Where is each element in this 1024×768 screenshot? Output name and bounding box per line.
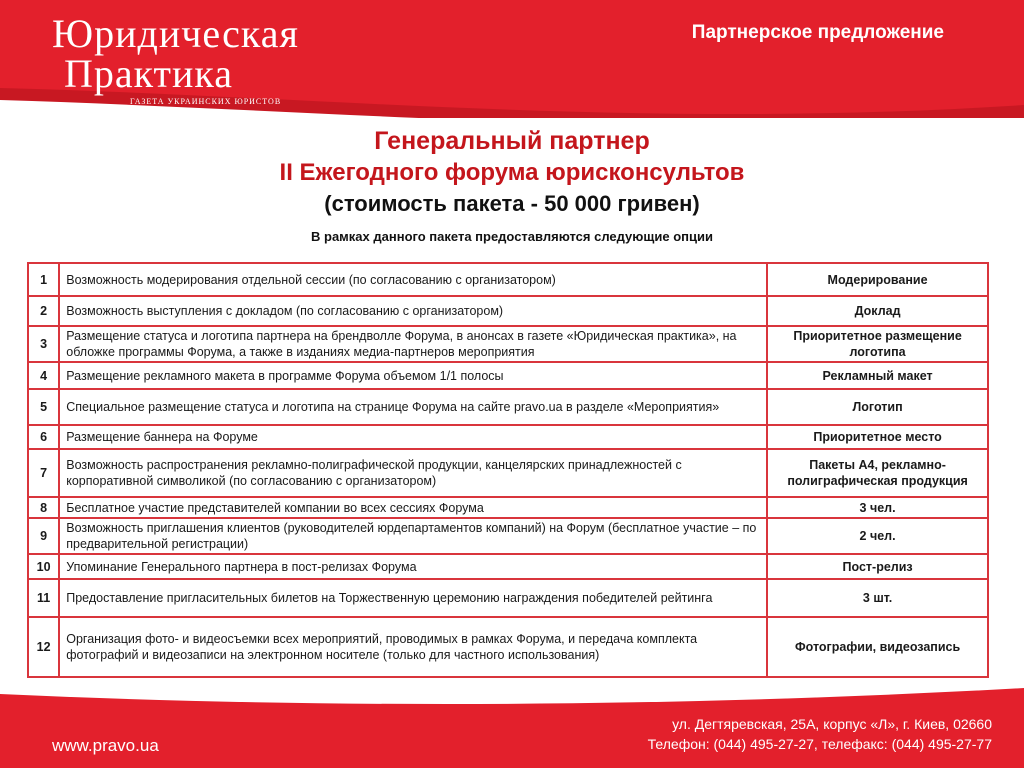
table-row	[28, 518, 988, 554]
logo	[52, 11, 299, 106]
row-number: 4	[28, 362, 59, 389]
row-number: 6	[28, 425, 59, 449]
row-option: Модерирование	[767, 263, 988, 296]
website-link[interactable]: www.pravo.ua	[52, 736, 159, 755]
row-option: Рекламный макет	[767, 362, 988, 389]
table-row	[28, 579, 988, 617]
row-number: 1	[28, 263, 59, 296]
table-row	[28, 263, 988, 296]
row-description: Бесплатное участие представителей компании во всех сессиях Форума	[59, 497, 767, 518]
title-package-intro: В рамках данного пакета предоставляются следующие опции	[311, 229, 713, 244]
title-forum: II Ежегодного форума юрисконсультов	[279, 159, 745, 186]
row-option: Фотографии, видеозапись	[767, 617, 988, 677]
row-option: 2 чел.	[767, 518, 988, 554]
table-row	[28, 554, 988, 579]
row-description: Организация фото- и видеосъемки всех мероприятий, проводимых в рамках Форума, и передача комплекта фотографий и видеозаписи на электронном носителе (только для частного использования)	[59, 617, 767, 677]
table-row	[28, 497, 988, 518]
row-description: Размещение баннера на Форуме	[59, 425, 767, 449]
table-row	[28, 362, 988, 389]
address-text: ул. Дегтяревская, 25А, корпус «Л», г. Киев, 02660	[672, 716, 992, 732]
row-option: Пост-релиз	[767, 554, 988, 579]
table-row	[28, 449, 988, 497]
footer-banner	[0, 684, 1024, 768]
row-description: Возможность выступления с докладом (по согласованию с организатором)	[59, 296, 767, 326]
row-description: Возможность модерирования отдельной сессии (по согласованию с организатором)	[59, 263, 767, 296]
row-option: Приоритетное место	[767, 425, 988, 449]
logo-title-line1: Юридическая	[52, 11, 299, 56]
header-banner	[0, 0, 1024, 118]
row-number: 2	[28, 296, 59, 326]
row-option: 3 чел.	[767, 497, 988, 518]
options-table	[27, 262, 989, 678]
row-option: Приоритетное размещение логотипа	[767, 326, 988, 362]
table-row	[28, 296, 988, 326]
row-description: Специальное размещение статуса и логотипа на странице Форума на сайте pravo.ua в разделе «Мероприятия»	[59, 389, 767, 425]
partner-offer-heading: Партнерское предложение	[691, 22, 944, 43]
row-description: Возможность приглашения клиентов (руководителей юрдепартаментов компаний) на Форум (бесплатное участие – по предварительной регистрации)	[59, 518, 767, 554]
row-option: 3 шт.	[767, 579, 988, 617]
row-description: Размещение статуса и логотипа партнера на брендволле Форума, в анонсах в газете «Юридическая практика», на обложке программы Форума, а также в изданиях медиа-партнеров мероприятия	[59, 326, 767, 362]
row-number: 9	[28, 518, 59, 554]
title-general-partner: Генеральный партнер	[374, 127, 650, 155]
table-row	[28, 617, 988, 677]
phone-text: Телефон: (044) 495-27-27, телефакс: (044) 495-27-77	[647, 736, 992, 752]
table-row	[28, 389, 988, 425]
table-row	[28, 425, 988, 449]
title-package-cost: (стоимость пакета - 50 000 гривен)	[324, 191, 700, 216]
row-option: Логотип	[767, 389, 988, 425]
row-number: 11	[28, 579, 59, 617]
contact-info	[648, 714, 992, 754]
options-table-body	[28, 263, 988, 677]
logo-subtitle: ГАЗЕТА УКРАИНСКИХ ЮРИСТОВ	[130, 97, 282, 106]
row-number: 7	[28, 449, 59, 497]
row-option: Пакеты А4, рекламно-полиграфическая продукция	[767, 449, 988, 497]
table-row	[28, 326, 988, 362]
row-number: 8	[28, 497, 59, 518]
row-description: Упоминание Генерального партнера в пост-релизах Форума	[59, 554, 767, 579]
row-number: 12	[28, 617, 59, 677]
logo-title-line2: Практика	[64, 51, 234, 96]
row-number: 3	[28, 326, 59, 362]
title-block	[0, 125, 1024, 244]
row-number: 10	[28, 554, 59, 579]
row-option: Доклад	[767, 296, 988, 326]
row-description: Возможность распространения рекламно-полиграфической продукции, канцелярских принадлежностей с корпоративной символикой (по согласованию с организатором)	[59, 449, 767, 497]
row-description: Предоставление пригласительных билетов на Торжественную церемонию награждения победителей рейтинга	[59, 579, 767, 617]
row-number: 5	[28, 389, 59, 425]
row-description: Размещение рекламного макета в программе Форума объемом 1/1 полосы	[59, 362, 767, 389]
